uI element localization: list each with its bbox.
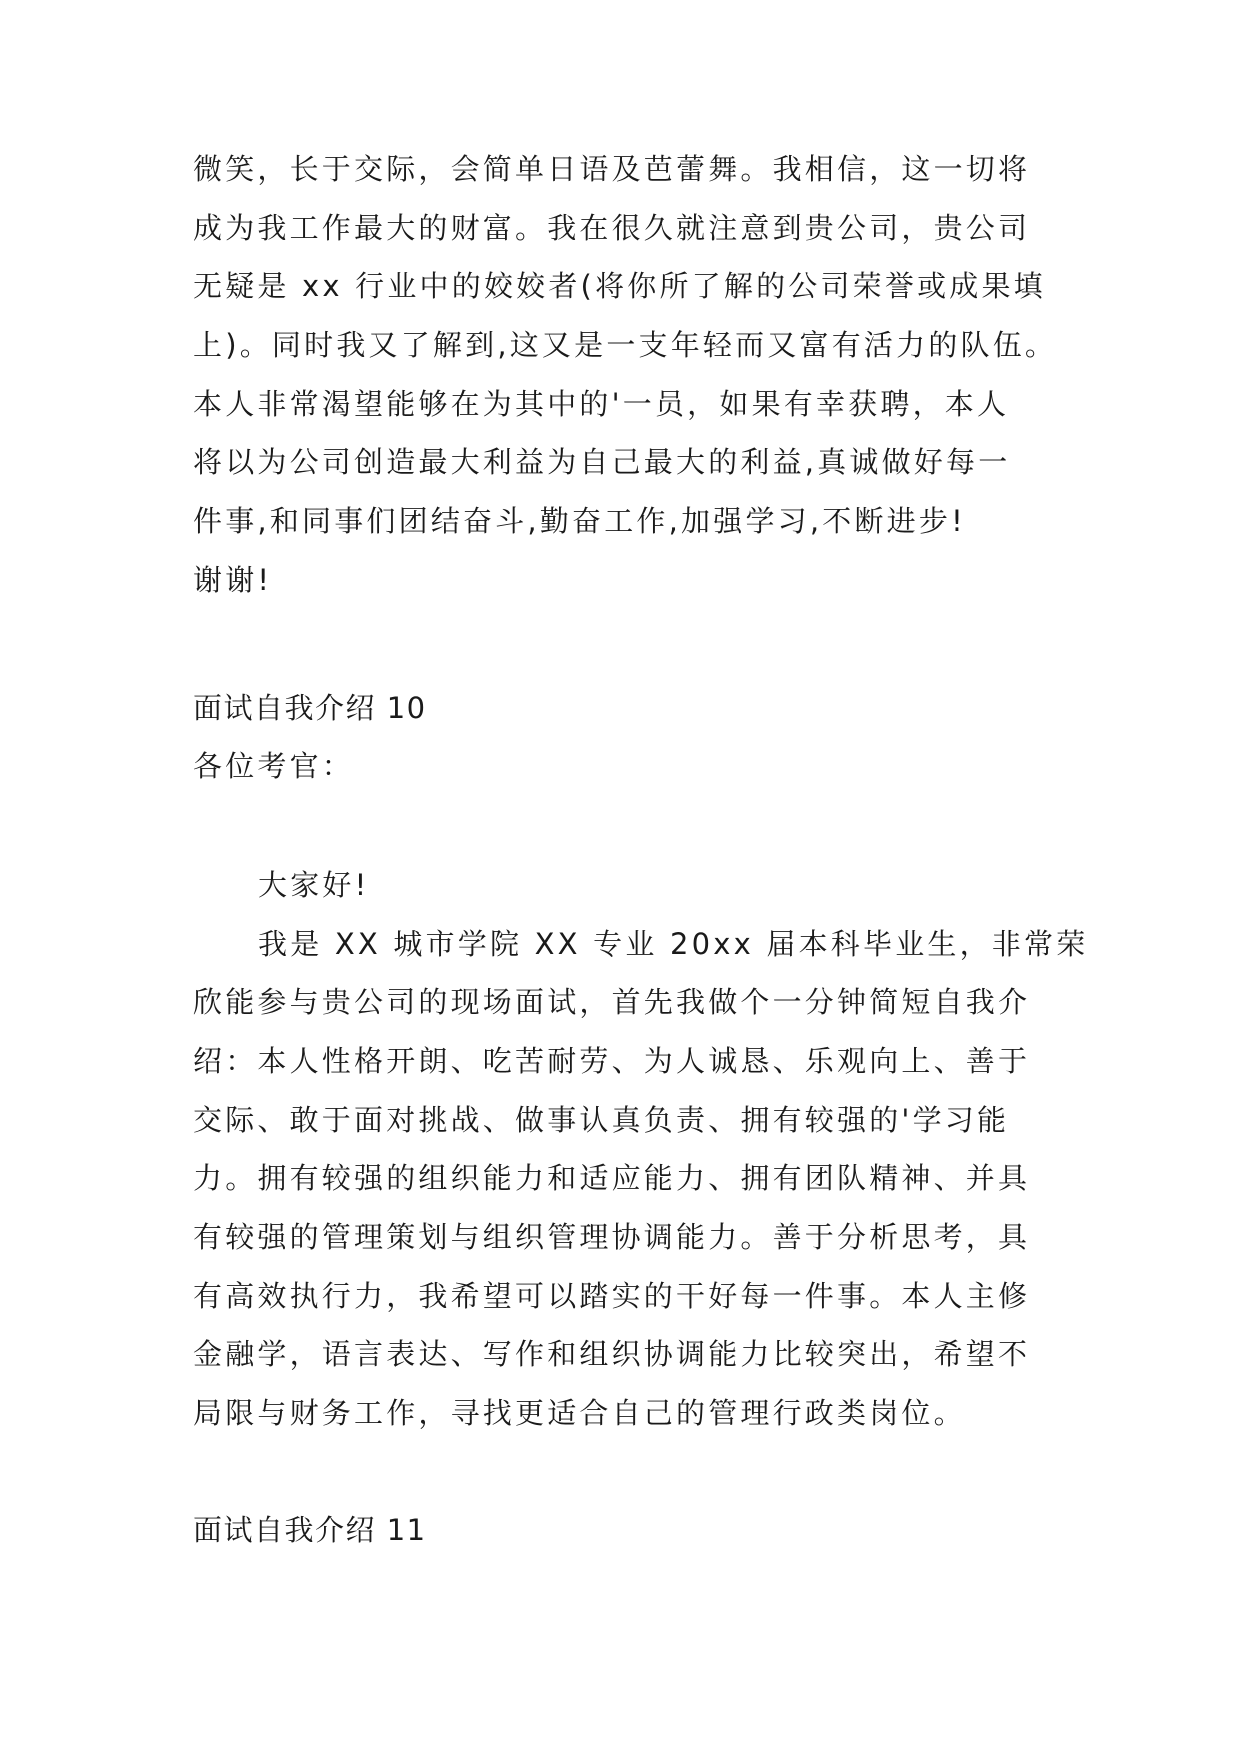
paragraph-line: 成为我工作最大的财富。我在很久就注意到贵公司，贵公司 (193, 211, 1031, 245)
paragraph-line: 力。拥有较强的组织能力和适应能力、拥有团队精神、并具 (193, 1161, 1031, 1195)
paragraph-line: 微笑，长于交际，会简单日语及芭蕾舞。我相信，这一切将 (193, 152, 1031, 186)
paragraph-line: 有高效执行力，我希望可以踏实的干好每一件事。本人主修 (193, 1279, 1031, 1313)
paragraph-line: 本人非常渴望能够在为其中的'一员，如果有幸获聘，本人 (193, 387, 1010, 421)
paragraph-line: 交际、敢于面对挑战、做事认真负责、拥有较强的'学习能 (193, 1103, 1010, 1137)
paragraph-line: 金融学，语言表达、写作和组织协调能力比较突出，希望不 (193, 1337, 1031, 1371)
section-title: 面试自我介绍 10 (193, 691, 427, 725)
paragraph-line: 将以为公司创造最大利益为自己最大的利益,真诚做好每一 (193, 445, 1011, 479)
paragraph-line: 有较强的管理策划与组织管理协调能力。善于分析思考，具 (193, 1220, 1031, 1254)
salutation: 各位考官： (193, 749, 355, 783)
paragraph-line: 局限与财务工作，寻找更适合自己的管理行政类岗位。 (193, 1396, 966, 1430)
paragraph-line: 上)。同时我又了解到,这又是一支年轻而又富有活力的队伍。 (193, 328, 1058, 362)
paragraph-line: 绍：本人性格开朗、吃苦耐劳、为人诚恳、乐观向上、善于 (193, 1044, 1031, 1078)
paragraph-line: 谢谢! (193, 563, 273, 597)
greeting: 大家好! (258, 868, 370, 902)
paragraph-line: 我是 XX 城市学院 XX 专业 20xx 届本科毕业生，非常荣 (258, 927, 1089, 961)
paragraph-line: 无疑是 xx 行业中的姣姣者(将你所了解的公司荣誉或成果填 (193, 269, 1046, 303)
paragraph-line: 欣能参与贵公司的现场面试，首先我做个一分钟简短自我介 (193, 985, 1031, 1019)
paragraph-line: 件事,和同事们团结奋斗,勤奋工作,加强学习,不断进步! (193, 504, 966, 538)
section-title: 面试自我介绍 11 (193, 1513, 427, 1547)
